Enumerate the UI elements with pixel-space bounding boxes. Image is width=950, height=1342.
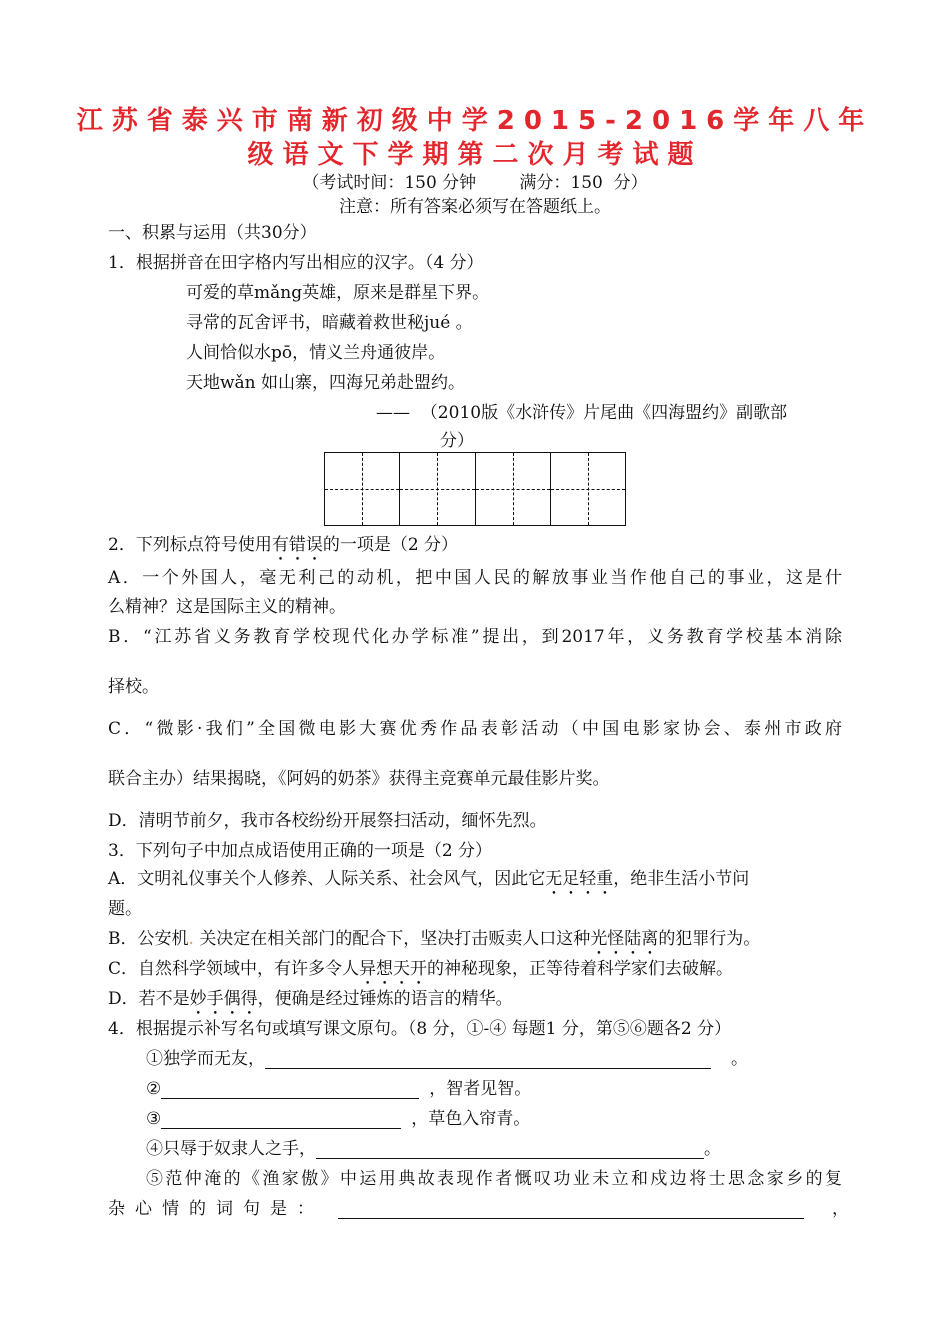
q2-option-a-cont: 么精神？这是国际主义的精神。 [108,597,346,617]
q3-option-c: C．自然科学领域中，有许多令人异想天开的神秘现象，正等待着科学家们去破解。 [108,959,734,979]
q1-source-cont: 分） [440,431,474,451]
tianzige-grid[interactable] [324,452,626,526]
exam-info: （考试时间：150 分钟 满分：150 分） [302,173,648,193]
q1-line-2: 寻常的瓦舍评书，暗藏着救世秘jué 。 [186,313,473,333]
answer-blank[interactable] [316,1138,704,1159]
question-2-stem: 2．下列标点符号使用有错误的一项是（2 分） [108,535,459,555]
dotted-text: 有错误 [271,535,323,555]
question-1-stem: 1．根据拼音在田字格内写出相应的汉字。（4 分） [108,253,484,273]
grid-cell-4[interactable] [551,453,625,525]
grid-cell-1[interactable] [325,453,400,525]
grid-cell-3[interactable] [476,453,551,525]
grid-cell-2[interactable] [400,453,475,525]
question-4-stem: 4．根据提示补写名句或填写课文原句。（8 分，①-④ 每题1 分，第⑤⑥题各2 分） [108,1019,732,1039]
q1-source: —— （2010版《水浒传》片尾曲《四海盟约》副歌部 [376,403,788,423]
notice: 注意：所有答案必须写在答题纸上。 [339,197,611,217]
q3-option-d: D．若不是妙手偶得，便确是经过锤炼的语言的精华。 [108,989,513,1009]
q2-option-c: C．“微影·我们”全国微电影大赛优秀作品表彰活动（中国电影家协会、泰州市政府 [108,719,842,739]
q4-item-5-cont: 杂心情的词句是： ， [108,1199,849,1219]
q2-option-b: B．“江苏省义务教育学校现代化办学标准”提出，到2017年，义务教育学校基本消除 [108,627,842,647]
title-line-1: 江苏省泰兴市南新初级中学2015-2016学年八年 [76,106,874,136]
q1-line-1: 可爱的草mǎng英雄，原来是群星下界。 [186,283,490,303]
q1-line-4: 天地wǎn 如山寨，四海兄弟赴盟约。 [186,373,466,393]
q4-item-1: ①独学而无友， 。 [146,1049,748,1069]
question-3-stem: 3．下列句子中加点成语使用正确的一项是（2 分） [108,841,493,861]
q4-item-3: ③ ，草色入帘青。 [146,1109,531,1129]
q1-line-3: 人间恰似水pō，情义兰舟通彼岸。 [186,343,446,363]
q4-item-2: ② ，智者见智。 [146,1079,532,1099]
answer-blank[interactable] [161,1108,401,1129]
q2-option-b-cont: 择校。 [108,677,159,697]
answer-blank[interactable] [338,1198,804,1219]
answer-blank[interactable] [161,1078,419,1099]
q3-option-a: A．文明礼仪事关个人修养、人际关系、社会风气，因此它无足轻重，绝非生活小节问 [108,869,750,889]
q3-option-b: B．公安机. 关决定在相关部门的配合下，坚决打击贩卖人口这种光怪陆离的犯罪行为。 [108,929,761,949]
section-heading: 一、积累与运用（共30分） [108,223,317,243]
q3-option-a-cont: 题。 [108,899,142,919]
q2-option-d: D．清明节前夕，我市各校纷纷开展祭扫活动，缅怀先烈。 [108,811,547,831]
q2-option-a: A．一个外国人，毫无利己的动机，把中国人民的解放事业当作他自己的事业，这是什 [108,568,842,588]
title-line-2: 级语文下学期第二次月考试题 [247,140,703,170]
q2-option-c-cont: 联合主办）结果揭晓，《阿妈的奶茶》获得主竞赛单元最佳影片奖。 [108,769,610,789]
answer-blank[interactable] [265,1048,711,1069]
q4-item-4: ④只辱于奴隶人之手， 。 [146,1139,721,1159]
q4-item-5: ⑤范仲淹的《渔家傲》中运用典故表现作者慨叹功业未立和戍边将士思念家乡的复 [146,1169,842,1189]
